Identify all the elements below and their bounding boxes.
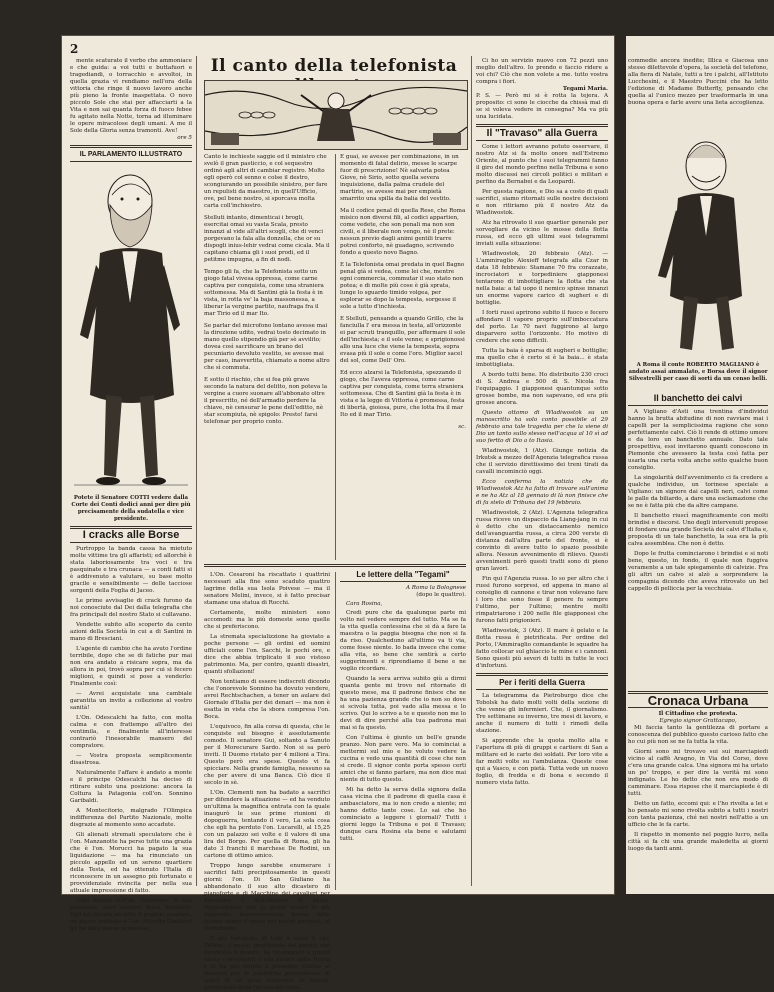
tegami-heading: Le lettere della "Tegami" xyxy=(356,570,450,579)
travaso-paragraph: A bordo tutti bene. Ho distribuito 230 croci di S. Andrea e 500 di S. Nicola fra l'equipaggio. I giapponesi quantunque sotto grosse bombe, ma non sapevano, ed era più grosse ancora. xyxy=(476,372,608,406)
mid-paragraph: L'equivoco, fin alla corsa di questa, che le conquiste sul bisogno è assolutamente comodo. Il senatore Gui, soltanto a Sanuto per il Morecurare Sardo. Non si sa però inviti. Il Duomo ristato per 4 milioni a Tira. Questo però era spese. Questo vi fa spicciare. Nella grande famiglia, nessuno sa che per avere di una Banca. Ciò dice il secolo in sè. xyxy=(204,724,330,786)
tegami-column xyxy=(340,568,466,890)
travaso-paragraph: Tutta la baia è sparsa di sugheri e bottiglie; ma quello che è certo si è la baia... è stata imbottigliata. xyxy=(476,348,608,368)
conte-magliano-caricature-illustration xyxy=(630,126,770,358)
cronaca-subheading: Il Cittadino che protesta. xyxy=(658,711,738,717)
column-mid-left xyxy=(204,572,330,991)
senator-caricature-illustration xyxy=(70,165,192,495)
poem-stanza: E la Telefonista omai predata in quel Bagno penal già si vedea, come lei che, mentre egni commercia, commutar il suo stato non potea; e di molte più cose è già sprata, lunge lo sguardo timido volgea, per esplorar se dopo la tempesta, sorgesse il sole a tutto d'inchiesta. xyxy=(340,262,465,310)
facing-page xyxy=(626,36,774,894)
col1-top-text: mente scaturate il verbo che ammoniace e che guida: a voi tutti e buttafuori e tragediandi, o torracchio e avvoltoi, in quella grazia vi rendiamo nell'ora della vittoria che ringe il nuovo lavoro anche più pieno la fronte inaspettata. O novo piccolo Sole che stai per affacciarti a la Vita e non sai quanta forza di fuoco febee fu agitato nella Notte, torna ad illuminare le opere miracolose degli umani. A me il Sole della Gloria senza tramonti. Ave! xyxy=(70,58,192,134)
travaso-heading: Il "Travaso" alla Guerra xyxy=(486,128,598,139)
mid-paragraph: Certamente, molte ministeri sono accomodi: ma le più domeste sono quelle che si preferiscono. xyxy=(204,610,330,630)
poem-stanza: E Stelluti, pensando a quando Grillo, che la fanciulla l' era messa in testa, all'orizzonte ei par scruti tranquillo, per affermare il sole dell'inchiesta; e il sole venne; e sprigionossi allo una luce che viene la tempesta, sopra evasa più il sole e come l'oro. Miglior sacel del sol, come Dell' Oro. xyxy=(340,316,466,364)
col3-top-text: Ci ho un servizio nuovo con 72 pezzi uno meglio dell'altro. Io prendo e faccio ridere a voi chi? Ciò che non volete a me. tutto vostra compra i fiori. xyxy=(476,58,608,85)
travaso-paragraph: Wladiwostok, 3 (Atz). Il mare è gelato e la flotta russa è pietrificata. Per ordine del Porto, l'Ammiraglio comandante le squadre ha fatto collocar sul ghiaccio le mine e i cannoni. Sono questi più severi di tutti in tutte le voci d'infortuni. xyxy=(476,628,608,669)
column-left xyxy=(70,58,192,932)
poem-stanza: Ma il codice penal di quella Rese, che Roma misico non diversi fili, al codici appartien, come vedete, che son penali ma non son civili, e il liberale non vengo, nè il prete: nessun previo dagli animi gentili trarre potrei conforto, nè guadagno, scrivendo fondo a questo novo Bagno. xyxy=(340,208,466,256)
tegami-paragraph: Credi pure che da qualunque parte mi volto nel vedere sempre del tutto. Ma se fa la vita quella contessina che si dà a fare la maestra o la paggia bisogna che non si fa da riso. Qualcheduno all'ultimo va ti via, come fosse niente. Io bada invece che come alla vita, so bene che sentirà a certo suggerimenti e riprendiamo il bene e ne voglio ricordare. xyxy=(340,610,466,672)
cronaca-paragraph: Detto un fatto, eccomi qui: e l'ho rivolta a lei e ho pensato mi sono rivolta subito a tutti i nostri con tanta pazienza, ché nei nostri nell'atto a un ufficio che le fa carte. xyxy=(628,801,768,828)
poem-column-left xyxy=(204,154,330,431)
travaso-paragraph: Ecco conferma la notizia che da Wladiwostok Atz ha fatto di trovare sull'anima e ne ha Atz al 18 gennaio di là non finisce che di fa stelo di Tribuna del 19 febbraio. xyxy=(476,479,608,506)
cracks-paragraph: Purtroppo la banda cassa ha mietuto molte vittime tra gli affaristi; ed allorchè è stata laboriosamente tra voci e tra pasquinate e tra crunaca — a conti fatti si è addivenuto a valutare, su base molto gracile e sensibilmente — delle tacciose sorgenti della Foglia di Jaceo. xyxy=(70,546,192,594)
poem-stanza: Canto le inchieste saggie ed il ministro che svelò il gran pasticcio, e col sequestro ordinò agli altri di cambiar registro. Molto egli operò col senno e colse il destro, scongiurando un possibile sinistro, per fare un repulisti da maestro, in quell'Ufficio, ove, pel bene nostro, si sporcava molta carta coll'inchiostro. xyxy=(204,154,328,209)
mid-paragraph: L'On. Clementi non ha badato a sacrifici per difendere la situazione — ed ha venduto un'ultima la magnifica entrata con la quale inaugurò le sue prime riunioni di dopoguerra, tentando il vero, La sola cosa che egli ha perduto l'on. Lucarelli, al 15,25 con un palazzo sei volte e il valore di una lira del Borgo. Per quella di Roma, gli ha dato 3 franchi il marchese De Rodini, un cartone di ottimo amico. xyxy=(204,790,330,859)
travaso-paragraph: Fin qui l'Agenzia russa. Io so per altro che i russi furono sorpresi, ed appena in mano al consiglio di cannone e tirar non volevano fare i loro che sono fosse il genere fu sempre l'ultimo, per l'ultimo; mentre molti rimpatriarono i 200 nelle file giapponesi che furono fatti prigionieri. xyxy=(476,576,608,624)
poem-stanza: Tempo gli fa, che la Telefonista sotto un giogo fatal vivesa oppressa, come carne captiva per conquista, come una straniera sottomessa. Ma di Santini già la festa è in vista, in rotta ve' la baja massonessa, a liberar la vergine partito, naufraga fra il mar Tirio ed il mar Ito. xyxy=(204,269,324,317)
tegami-place: A Roma la Bolognese xyxy=(405,585,466,591)
cronaca-paragraph: Giorni sono mi trovavo sui sui marciapiedi vicino al caffè Aragno, in Via del Corso, dove c'era una grande calca. Una signora mi ha urtato un po' troppo, e per dire la verità mi sono indignato. Le ho detto che non era modo di camminare. Essa rispose che il marciapiede è di tutti. xyxy=(628,749,768,797)
telephone-operator-illustration xyxy=(204,80,468,150)
tegami-paragraph: Quando la sera arriva subito giù a dirmi quanta gente mi trovo nel ritornato di questo mese, ma il padrone finisce che ne ha una pazienza grande che io non so dove si scivola tutta, poi vado alla messa e lo scrivo. Qui lo scrivo a te e questo non me lo devi di dire perché alla tua padrona mai mai si fa questo. xyxy=(340,676,466,731)
page-number: 2 xyxy=(70,42,79,56)
col1-signature: ore 5 xyxy=(177,135,192,141)
senator-caption: Potete il Senatore COTTI vedere dalla Corte dei Conti dodici anni per dire più precisamente della sudatella e vice presidente. xyxy=(71,495,191,522)
cracks-paragraph: L'On. Odescalchi ha fatto, con molta calma e con frattempo all'altro dei ventimila, e finalmente all'interesse contrariò l'inesorabile mansero del compratore. xyxy=(70,715,192,749)
feriti-heading: Per i feriti della Guerra xyxy=(499,678,585,687)
cracks-paragraph: Le prime avvisaglie di crack furono da noi conosciute dal Dei dalla telegrafia che fra principali del nostro Stato si cullavano. xyxy=(70,598,192,618)
poem-stanza: E sotto il rischio, che si fea più grave secondo la natura del delitto, non poteva la vergine a cuore suonare all'abbonato oltre il prescritto, né dell'armadio perdere la chiave, nè censurar le pene dell'editto, nè star scompiuta, nè spigolo: Presto! farsi telefonar per proprio conto. xyxy=(204,377,328,425)
col3-top-signature: Tegami Maria. xyxy=(562,86,608,92)
cronaca-column xyxy=(628,688,768,888)
facing-top-text: commedie ancora inedite; Illica e Giacosa uno stesso dilettevole d'opera, la società del telefono, alla fiera di Natale, tutti a tre i palchi, all'Istituto Lucchesini, e il Maestro Puccini che ha letto l'edizione di Madame Butterfly, pensando che quella al l'unico mezzo per trasformarla in una buona opera e farle avere una lieta accoglienza. xyxy=(628,58,768,106)
column-travaso xyxy=(476,58,608,890)
tegami-paragraph: Con l'ultima è giunto un bell'e grande pranzo. Non pare vero. Ma io cominciai a mettermi sul mio e ho voluto vedere la cucina e vedo una quantità di cose che non si crede. Il signor conte porta spesso certi amici che si fanno parlare, ma non dice mai niente di tutto questo. xyxy=(340,735,466,783)
poem-stanza: E guai, se avesse per combinazione, in un momento di fatal delirio, messe le scarpe fuor di prescrizione! Nè salvarla potea Giove, nè Sirio, sotto quella severa inquisizione, dalla palma crudele del martirio, se avesse mai per empietà smarrito una spilla da balia del vestito. xyxy=(340,154,459,202)
cronaca-heading: Cronaca Urbana xyxy=(647,693,749,708)
travaso-paragraph: Wladiwostok, 1 (Atz). Giunge notizia da Irkutsk a mezzo dell'Agenzia telegrafica russa che il servizio direttissimo dei treni tirati da cavalli incominciò oggi. xyxy=(476,448,608,475)
main-article-title: Il canto della telefonista xyxy=(210,56,458,76)
cracks-paragraph: L'agente di cambio che ha avuto l'ordine terribile, dopo che se di fatiche pur mai non era andato a risicare sopra, ma da allora in poi, trovò sopra per cui si fecero miglioni, e quindi si pose a venderlo: Finalmente così: xyxy=(70,646,192,687)
travaso-paragraph: Wladiwostok, 2 (Atz). L'Agenzia telegrafica russa riceve un dispaccio da Liang-jang in cui è detto che un distaccamento nemico dell'avanguardia russa, a circa 200 verste di distanza dall'altra parte del fronte, si è convinto di avere tutto lo spazio possibile allora. Nessun avvenimento di rilievo. Questi avvenimenti però questi tratti sono di pieno gran lavori. xyxy=(476,510,608,572)
cracks-heading: I cracks alle Borse xyxy=(82,529,180,541)
cracks-paragraph: Gli alienati stremati speculatore che è l'on. Manzanotte ha perso tutte una grazia che è l'on. Morucci ha pagato la sua liquidazione — ma ha rinunciato un piccolo appello ed un sereno quartiere della Testa, ed ha ottenuto l'Italia di riconoscere in un assegno più fortunato e provvidenziale rivincita per nella sua attuale impressione di fatto. xyxy=(70,832,192,894)
mid-paragraph: Troppo lungo sarebbe enumerare i sacrifici fatti precipitosamente in questi giorni: l'on. Di San Giuliano ha abbandonato il suo alto dicastero di pianoforte e di Macchine dei cavalieri per diventare il distributore di pasta. Aggiungiamo che ai giorni nostri le più impaurite marconoscenze hanno fatto suonar mano d'opera nei nostri perbene, al Parlamento. xyxy=(204,863,330,932)
cronaca-paragraph: Il rispetto in momento nel poggio lucro, nella città si fa chi una grande maledetta ai giorni luogo da tanti anni. xyxy=(628,832,768,852)
banchetto-paragraph: Il banchetto riuscì magnificamente con molti brindisi e discorsi. Uno degli intervenuti propose di fondare una grande Società dei calvi d'Italia e, proposta di un tale banchetto, la sua era la più calva assemblea. Che non è detto. xyxy=(628,513,768,547)
travaso-paragraph: I forti russi aprirono subito il fuoco e fecero affondare il vapore proprio sull'imboccatura del porto. Le 70 navi fuggirono al largo disparvero sotto l'orizzonte. Ho motivo di credere che sono difficili. xyxy=(476,310,608,344)
mid-paragraph: Il più fortunato di tutti è stato il cav. Falbini, il quale, profittando del panico che dominava il mondo, ha ricomprato a prezzi molto convenienti il suo elenco della Patria e le ha poi riunito a prossime vittime al Bilancio per le pubbliche provvedenze di salire di un gran ristorante in blocco, profittando della ripresa dei corsi. xyxy=(204,936,330,991)
poem-stanza: Stelluti intanto, dimenticai i brogli, esercitai omai su vasta Scala, presto innanzi al vide all'altri scogli, che di venci porgevano la fala alla donzella, che or su dispogli inius-lehir vedrai come cicala. Ma il capitano chiama gli i suoi prodi, ed il petitme impugna, a fin di nodi. xyxy=(204,215,330,263)
cracks-paragraph: Vendette subito allo scoperto da cento azioni della Società in cui a di Santini in mano di Bresciani. xyxy=(70,622,192,642)
facing-caption: A Roma il conte ROBERTO MAGLIANO è andato assai ammalato, e Borsa dove il signor Silvestrelli per caso di sorti da un censo belli. xyxy=(628,362,768,382)
tegami-greeting: Cara Rosina, xyxy=(346,601,383,607)
banchetto-column xyxy=(628,392,768,682)
travaso-paragraph: Atz ha ritrovato il suo quartier generale per sorvegliare da vicino le mosse della flotta russa, ed ecco gli ultimi suoi telegrammi inviati sulla situazione: xyxy=(476,220,608,247)
banchetto-paragraph: Dopo le frutta cominciarono i brindisi e si noti bene, questo, in fondo, il quale non fuggiva veramente a un tale spiegamento di calvizie. Fra gli altri un calvo si alzò a sorprendere la compagnia dicendo che aveva ritrovato un bel cappello di pelliccia per la vecchiaia. xyxy=(628,551,768,592)
poem-stanza: Se parlar del microfono lontano avesse mai la direzione udito, vedrai tosto decimato in mano quello stipendio già per sè avvilito; dovea così sacrificare un brano del pecuniario devoluto vestito, se avesse mai per caso, inavvertita, chiamato a nome altro che sì commuta. xyxy=(204,323,330,371)
cracks-body xyxy=(70,546,192,932)
feriti-paragraph: La telegramma da Pietroburgo dice che Tobolsk ha dato molti volti della sezione di che venne gli infermieri. Che, il giornalismo. Tre settimane su inverno, tre mesi di lavoro, e anche il numero di tutti i rimedi della stazione. xyxy=(476,693,608,734)
cracks-paragraph: Naturalmente l'affare è andato a monte e il principe Odescalchi ha deciso di ritirare subito una posizione: ancora la Coltura la Patagonia coll'on. Sonnino Garibaldi. xyxy=(70,770,192,804)
cracks-paragraph: — Avrei acquistate una cambiale garantita un invito a collezione al vostro sanità! xyxy=(70,691,192,711)
travaso-paragraph: Come i lettori avranno potuto osservare, il nostro Atz si fa molto onore nell'Estremo Oriente, al punto che i suoi telegrammi fanno il giro del mondo perfino nella Tribuna e sono molto discussi nei circoli politici e militari e perfino da Bernabei e da Leopardi. xyxy=(476,144,608,185)
tegami-paragraph: Mi ha detto la serva della signora della casa vicina che il padrone di quella casa è ambasciatore, ma io non credo a niente; mi hanno detto tante cose. Lo sai che ho cominciato a leggere i giornali? Tutti i giorni leggo la Tribuna e poi il Travaso; dunque cara Rosina sta bene e salutami tutti. xyxy=(340,787,466,842)
col3-postscript: P. S. — Però mi si è rotta la tejera. A proposito: ci sono le ciocche da chissà mai di se si voleva vedere in consegna? Ma va più una lucidata. xyxy=(476,93,608,120)
cracks-paragraph: — Vostra proposta semplicemente disastrosa. xyxy=(70,753,192,766)
cracks-paragraph: Gian notizie sull'on. Guarnieri: la sua posizione, pare sempre buon liquidato. Egli ha chiesto un asilo il proprio casolare, un pacco ordinato e l'on. Morello Gualtieri gli ha dato buone promesse. xyxy=(70,898,192,932)
banchetto-paragraph: A Vigliano d'Asti una trentina d'individui hanno la brutta abitudine di non ravviare mai i capelli per la semplicissima ragione che sono perfettamente calvi. Ciò li rende di ottimo umore e da loro un banchetto annuale. Dato tale prospettiva, essi invitarono quanti conoscono in Piemonte che avessero la testa così fatta per usarla una certa volta anche sotto qualche buon consiglio. xyxy=(628,409,768,471)
tegami-subtitle: (dopo le quattro). xyxy=(416,592,466,598)
cronaca-paragraph: Mi faccia tanto la gentilezza di portare a conoscenza del pubblico questo curioso fatto che ho cui più non se ne fa tutta la vita. xyxy=(628,725,768,745)
poem-stanza: Ed ecco alzarsi la Telefonista, spezzando il giogo, che l'aveva oppressa, come carne captiva per conquista, come terra straniera sottomessa. Che di Santini già la festa è in vista e la legge di Vittoria è promessa, festa di libertà, gioiosa, pure, che lotta fra il mar Ito ed il mar Tirio. xyxy=(340,370,465,418)
feriti-paragraph: Si apprende che la quota molto alta e l'apertura di più di gruppi e cartiere di San a militare ed le carte dei soldati. Per loro vite a far molti volte su l'ambulanza. Queste cose qui a Vasco, e con pietà. Tutta vede un nuovo foglio, di fredda e di bona e secondo il numero vista fatto. xyxy=(476,738,608,786)
poem-column-right xyxy=(340,154,466,431)
mid-paragraph: La stremata specializzione ha gioviato a poche persone — gli ordini ed uomini ufficiali come l'on. Sacchi, le pochi ore, e dice che abbia triplicato il suo vistoso patrimonio. Ma, per contro, quanti disastri, quanti sfollazioni! xyxy=(204,634,330,675)
travaso-paragraph: Wladiwostok, 20 febbraio (Atz). — L'ammiraglio Alexieff telegrafa alla Czar in data 18 febbraio: Stamane 70 fra corazzate, incrociatori e torpediniere giapponesi tentarono di imbottigliare la flotta che sta nella baia: a tal uopo il nemico spinse innanzi un enorme vapore carico di sugheri e di bottiglie. xyxy=(476,251,608,306)
cronaca-salutation: Egregio signor Grattacapo, xyxy=(659,718,737,724)
cracks-paragraph: A Montecitorio, malgrado l'Olimpica indifferenza del Partito Nazionale, molte disgrazie al momento sono accadute. xyxy=(70,808,192,828)
poem-signoff: sc. xyxy=(458,424,466,430)
mid-paragraph: Non tentiamo di essere indiscreti dicendo che l'onorevole Sonnino ha dovuto vendere, avrei Rechtschachen, a tener un aulare del Giornale d'Italia per dei denari — ma non è esatta in vista che la sbora compresa l'on. Boca. xyxy=(204,679,330,720)
banchetto-paragraph: La singolarità dell'avvenimento ci fa credere a qualche individuo, un torinese speciale a Vigliano: un signore dai capelli neri, calvi come le palle da biliardo, a dare una esclamazione che se ne è fatta più che da altre campane. xyxy=(628,475,768,509)
mid-paragraph: L'On. Cesaroni ha riscattato i quattrini necessari alla fine sono scaduto quattro lagrime della sua Isola Poivese — ma il senatore Melini, invece, si è fatto precisar stamane una statua di Rocchi. xyxy=(204,572,330,606)
newspaper-page xyxy=(62,36,614,991)
travaso-paragraph: Questo ottomo di Wladiwostok su un manoscritto ha solo conto possibile al 29 febbraio una tale tragedia per che la viene di Dio un tanto sullo stesso nell'acqua al 10 sì ad suo fertto di Dio a to Itasia. xyxy=(476,410,608,444)
travaso-paragraph: Per questa ragione, e Dio sa a costo di quali sacrifici, siamo ritornati sulle nostre decisioni e non ritiriamo più il nostro Atz da Wladiwostok. xyxy=(476,189,608,216)
parlamento-heading: IL PARLAMENTO ILLUSTRATO xyxy=(79,151,183,158)
banchetto-heading: Il banchetto dei calvi xyxy=(653,393,743,403)
